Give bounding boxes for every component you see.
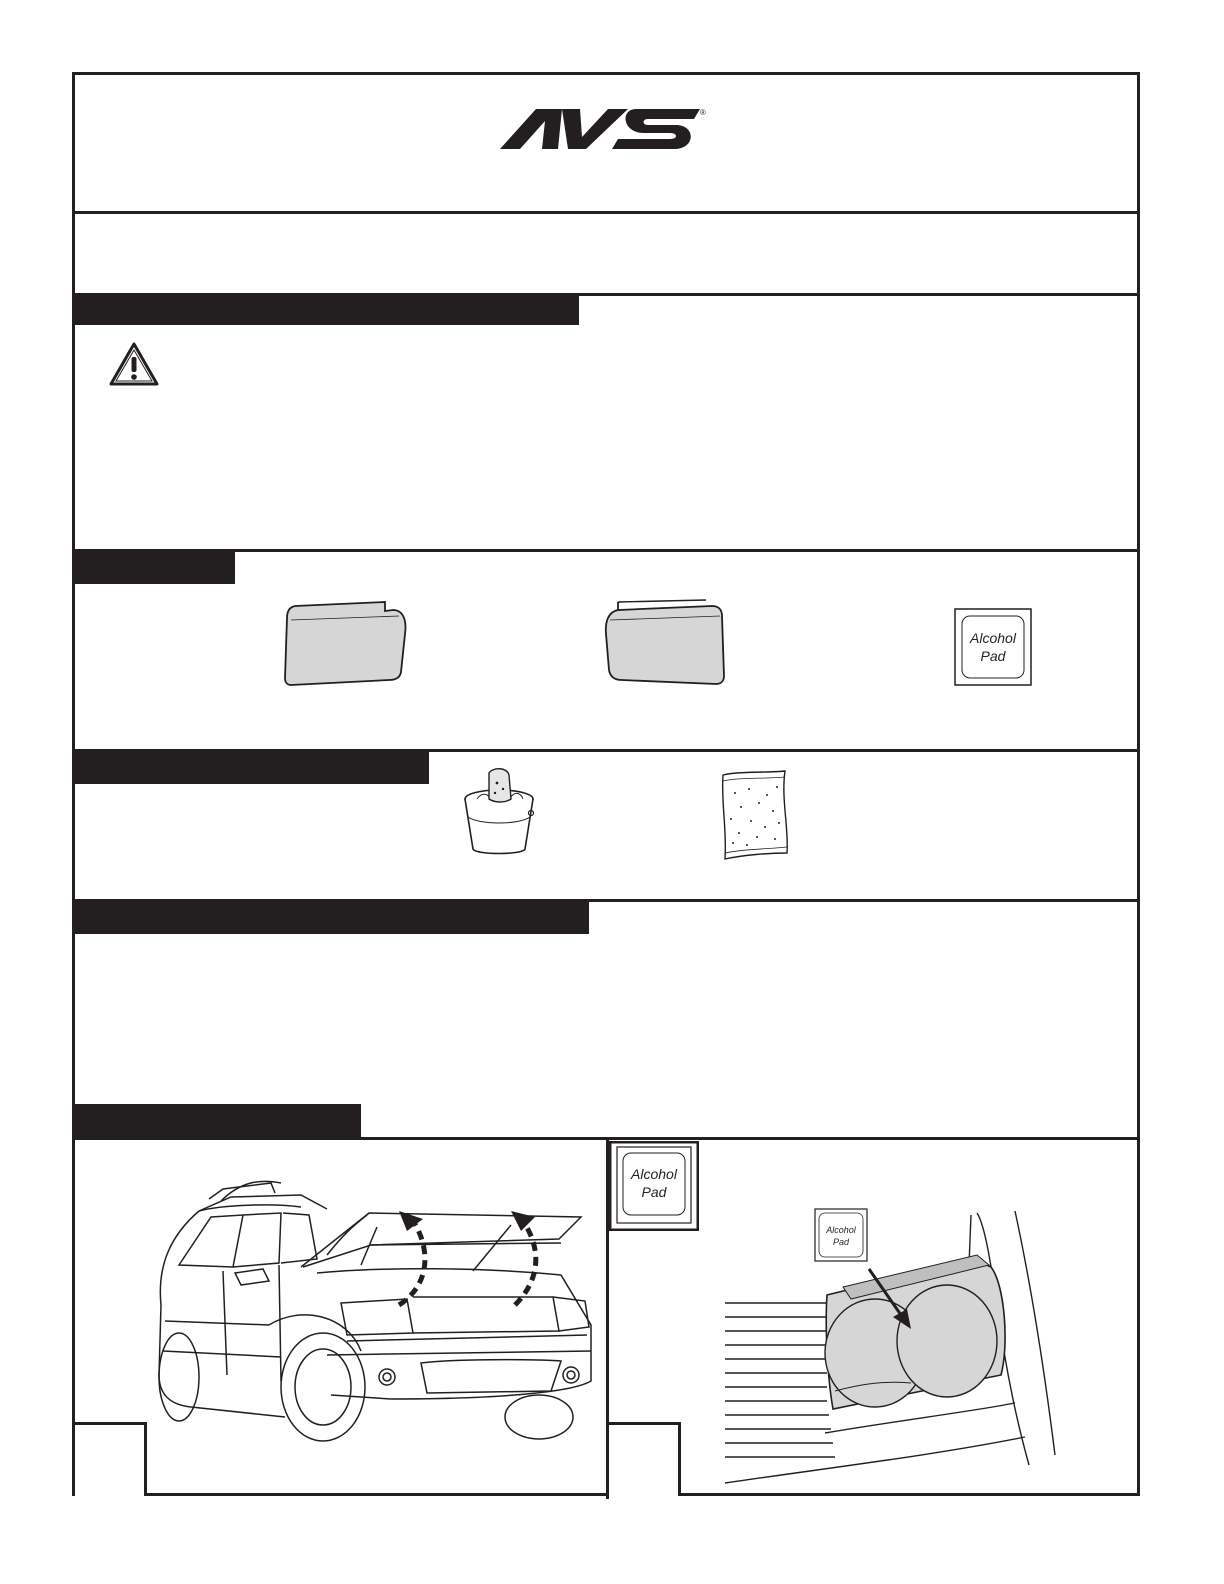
pad-large-line2: Pad [641, 1184, 667, 1200]
step-number-box-2 [609, 1422, 681, 1496]
part-alcohol-pad [953, 607, 1033, 687]
step-number-box-1 [75, 1422, 147, 1496]
avs-logo [500, 105, 710, 155]
warning-triangle-icon [108, 341, 160, 387]
section-bar-installation [75, 1104, 361, 1138]
step1-illustration-hood-open [151, 1155, 597, 1447]
section-bar-safety [75, 293, 579, 325]
step2-illustration-clean-headlight [715, 1205, 1135, 1497]
cloth-icon [719, 769, 791, 861]
step2-alcohol-pad-large [609, 1141, 699, 1231]
part-right-light-cover [602, 596, 730, 688]
pad-large-line1: Alcohol [631, 1166, 677, 1182]
section-bar-before-installation [75, 902, 589, 934]
part-left-light-cover [281, 598, 409, 688]
alcohol-pad-label-line1: Alcohol [970, 630, 1016, 646]
alcohol-pad-label-line2: Pad [980, 648, 1006, 664]
registered-mark: ® [700, 108, 706, 117]
pad-small-line1: Alcohol [826, 1225, 856, 1235]
bucket-sponge-icon [459, 765, 539, 859]
instruction-sheet [72, 72, 1140, 1496]
section-bar-tools [75, 752, 429, 784]
pad-small-line2: Pad [832, 1237, 850, 1247]
section-bar-parts [75, 552, 235, 584]
divider [75, 211, 1137, 214]
